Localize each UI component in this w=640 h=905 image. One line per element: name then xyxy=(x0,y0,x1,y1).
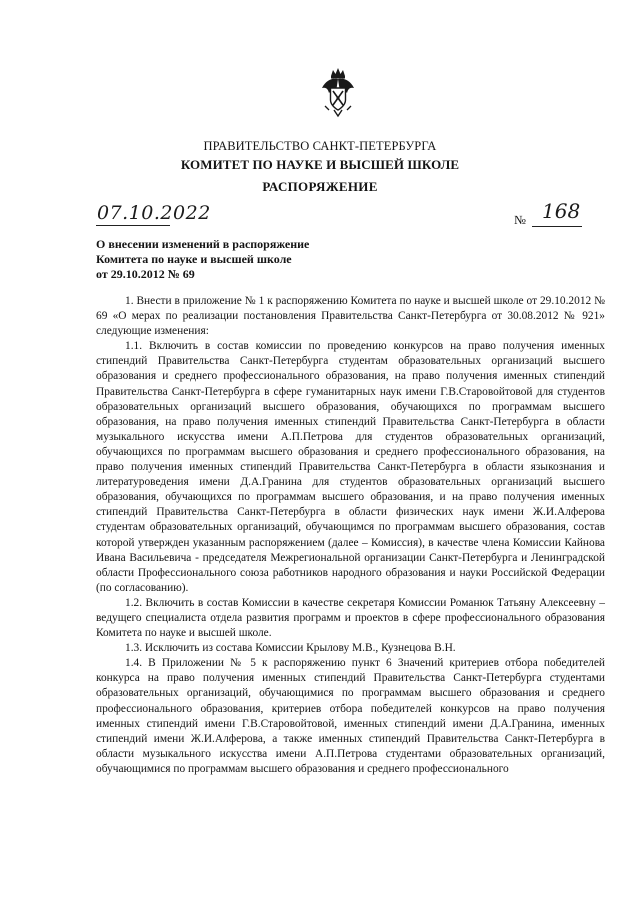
paragraph-1-3: 1.3. Исключить из состава Комиссии Крылову М.В., Кузнецова В.Н. xyxy=(125,642,456,655)
paragraph-1-2: 1.2. Включить в состав Комиссии в качестве секретаря Комиссии Романюк Татьяну Алексеевну – ведущего специалиста отдела развития программ и проектов в сфере профессионального образования Комитета по науке и высшей школе. xyxy=(96,596,605,640)
title-line: Комитета по науке и высшей школе xyxy=(96,252,292,267)
document-title xyxy=(96,237,309,283)
paragraph-1: 1. Внести в приложение № 1 к распоряжению Комитета по науке и высшей школе от 29.10.2012 № 69 «О мерах по реализации постановления Правительства Санкт-Петербурга от 30.08.2012 № 921» следующие изменения: xyxy=(96,295,605,338)
document-type: РАСПОРЯЖЕНИЕ xyxy=(262,179,378,194)
coat-of-arms-icon xyxy=(320,66,356,118)
title-line: О внесении изменений в распоряжение xyxy=(96,237,310,251)
government-heading: ПРАВИТЕЛЬСТВО САНКТ-ПЕТЕРБУРГА xyxy=(203,139,437,153)
date-underline xyxy=(96,225,170,226)
document-date: 07.10.2022 xyxy=(97,202,211,224)
paragraph-1-1: 1.1. Включить в состав комиссии по проведению конкурсов на право получения именных стипендий Правительства Санкт-Петербурга студентам образовательных организаций высшего образования и среднего профессионального образования, на право получения именных стипендий Правительства Санкт-Петербурга в сфере гуманитарных наук имени Г.В.Старовойтовой для студентов образовательных организаций высшего образования, обучающихся по программам высшего образования, на право получения именных стипендий Правительства Санкт-Петербурга в области музыкального искусства имени А.П.Петрова для студентов образовательных организаций, обучающихся по программам высшего образования и среднего профессионального образования, на право получения именных стипендий Правительства Санкт-Петербурга в области языкознания и литературоведения имени Д.А.Гранина для студентов образовательных организаций высшего образования, обучающихся по программам высшего образования, и на право получения именных стипендий Правительства Санкт-Петербурга в области физических наук имени Ж.И.Алферова студентам образовательных организаций, обучающимся по программам высшего образования, состав которой утвержден указанным распоряжением (далее – Комиссия), в качестве члена Комиссии Кайнова Ивана Васильевича - председателя Межрегиональной организации Санкт-Петербурга и Ленинградской области Профессионального союза работников народного образования и науки Российской Федерации (по согласованию). xyxy=(96,340,605,594)
number-underline xyxy=(532,226,582,227)
document-number: 168 xyxy=(542,199,581,223)
number-label: № xyxy=(514,213,526,227)
committee-heading: КОМИТЕТ ПО НАУКЕ И ВЫСШЕЙ ШКОЛЕ xyxy=(180,157,460,172)
title-line: от 29.10.2012 № 69 xyxy=(96,267,195,282)
document-body xyxy=(96,294,605,777)
paragraph-1-4: 1.4. В Приложении № 5 к распоряжению пункт 6 Значений критериев отбора победителей конкурса на право получения именных стипендий Правительства Санкт-Петербурга студентами образовательных организаций, обучающимися по программам высшего образования и среднего профессионального образования, критериев отбора победителей конкурсов на право получения именных стипендий имени Г.В.Старовойтовой, именных стипендий имени Д.А.Гранина, именных стипендий имени Ж.И.Алферова, а также именных стипендий Правительства Санкт-Петербурга в области музыкального искусства имени А.П.Петрова студентами образовательных организаций, обучающимися по программам высшего образования и среднего профессионального xyxy=(96,657,605,775)
